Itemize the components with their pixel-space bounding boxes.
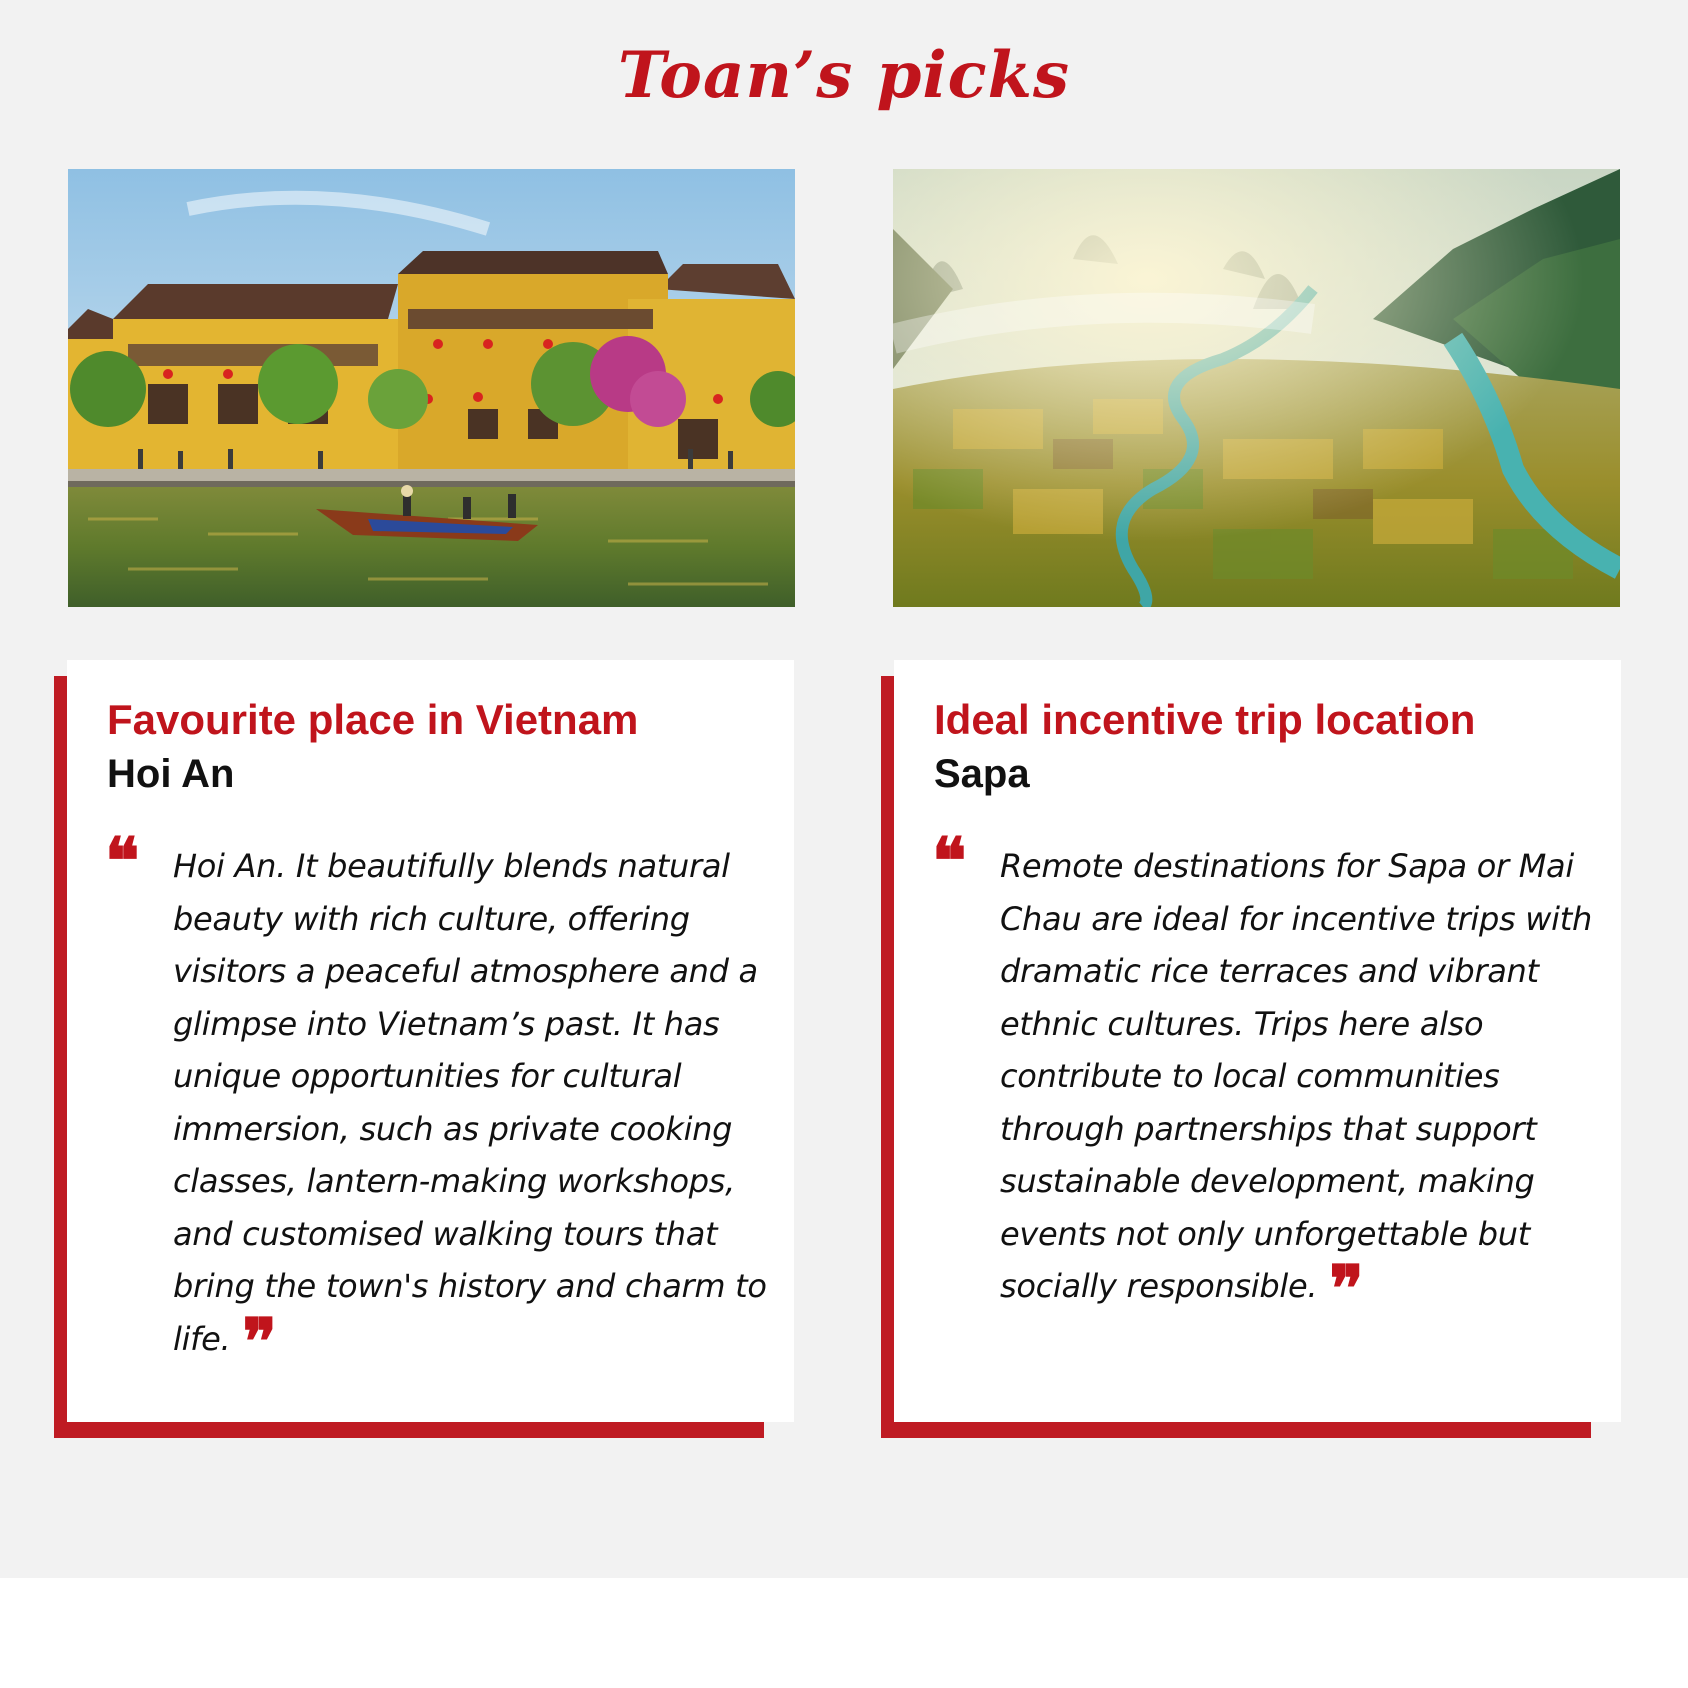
card-place-name: Sapa — [934, 752, 1030, 796]
quote-close-icon: ❞ — [242, 1304, 277, 1380]
quote-text-content: Hoi An. It beautifully blends natural beauty with rich culture, offering visitors a peaceful atmosphere and a glimpse into Vietnam’s past. It has unique opportunities for cultural immersion, such as private cooking classes, lantern-making workshops, and customised walking tours that bring the town's history and charm to life. — [173, 847, 767, 1358]
card-place-name: Hoi An — [107, 752, 235, 796]
hoi-an-photo — [68, 169, 795, 607]
quote-open-icon: ❝ — [932, 824, 967, 899]
quote-text-content: Remote destinations for Sapa or Mai Chau are ideal for incentive trips with dramatic rice terraces and vibrant ethnic cultures. Trips here also contribute to local communities through partnerships that support sustainable development, making events not only unforgettable but socially responsible. — [1000, 847, 1592, 1305]
card-heading: Favourite place in Vietnam — [107, 696, 639, 743]
quote-text — [173, 840, 773, 1380]
quote-open-icon: ❝ — [105, 824, 140, 899]
sapa-photo — [893, 169, 1620, 607]
quote-close-icon: ❞ — [1329, 1252, 1364, 1327]
pick-card-sapa — [894, 660, 1621, 1422]
page-title: Toan’s picks — [618, 38, 1070, 113]
quote-text — [1000, 840, 1600, 1327]
card-heading: Ideal incentive trip location — [934, 696, 1476, 743]
pick-card-hoi-an — [67, 660, 794, 1422]
